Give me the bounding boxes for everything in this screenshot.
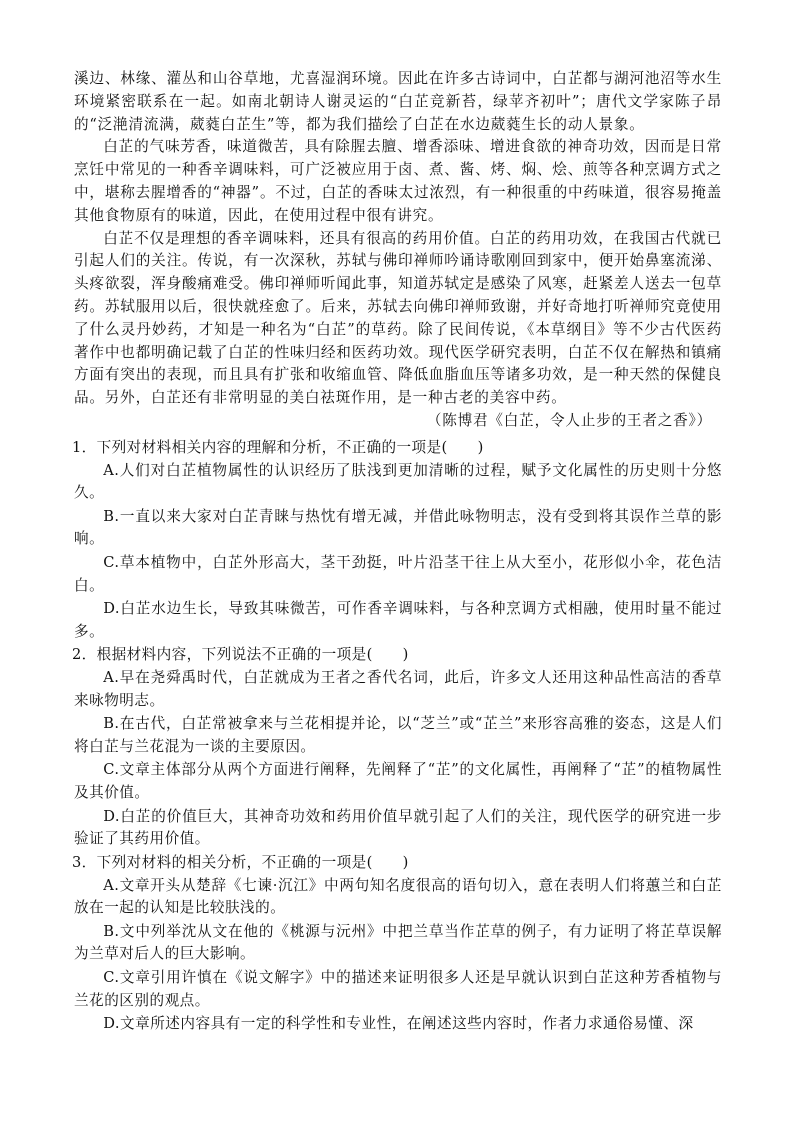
option-c: C.文章主体部分从两个方面进行阐释，先阐释了“芷”的文化属性，再阐释了“芷”的植物属性及其价值。 xyxy=(74,761,722,802)
option-b: B.一直以来大家对白芷青睐与热忱有增无减，并借此咏物明志，没有受到将其误作兰草的影响。 xyxy=(74,507,722,548)
option-b: B.文中列举沈从文在他的《桃源与沅州》中把兰草当作芷草的例子，有力证明了将芷草误解为兰草对后人的巨大影响。 xyxy=(74,922,722,963)
option-c: C.文章引用许慎在《说文解字》中的描述来证明很多人还是早就认识到白芷这种芳香植物与兰花的区别的观点。 xyxy=(74,969,722,1009)
option-b: B.在古代，白芷常被拿来与兰花相提并论，以“芝兰”或“芷兰”来形容高雅的姿态，这是人们将白芷与兰花混为一谈的主要原因。 xyxy=(74,715,722,755)
question-stem: 3．下列对材料的相关分析，不正确的一项是( ) xyxy=(72,853,409,871)
option-c: C.草本植物中，白芷外形高大，茎干劲挺，叶片沿茎干往上从大至小，花形似小伞，花色洁白。 xyxy=(74,553,722,594)
option-a: A.人们对白芷植物属性的认识经历了肤浅到更加清晰的过程，赋予文化属性的历史则十分悠久。 xyxy=(74,461,722,502)
passage-source: （陈博君《白芷，令人止步的王者之香》） xyxy=(426,411,712,429)
question-2 xyxy=(74,644,722,851)
question-stem: 1．下列对材料相关内容的理解和分析，不正确的一项是( ) xyxy=(72,438,484,456)
question-1 xyxy=(74,437,722,644)
passage-paragraph: 溪边、林缘、灌丛和山谷草地，尤喜湿润环境。因此在许多古诗词中，白芷都与湖河池沼等水生环境紧密联系在一起。如南北朝诗人谢灵运的“白芷竞新苔，绿苹齐初叶”；唐代文学家陈子昂的“泛滟清流满，葳蕤白芷生”等，都为我们描绘了白芷在水边葳蕤生长的动人景象。 xyxy=(74,70,722,133)
question-3 xyxy=(74,852,722,1036)
option-d: D.白芷水边生长，导致其味微苦，可作香辛调味料，与各种烹调方式相融，使用时量不能过多。 xyxy=(74,600,722,640)
passage-paragraph: 白芷不仅是理想的香辛调味料，还具有很高的药用价值。白芷的药用功效，在我国古代就已引起人们的关注。传说，有一次深秋，苏轼与佛印禅师吟诵诗歌刚回到家中，便开始鼻塞流涕、头疼欲裂，浑身酸痛难受。佛印禅师听闻此事，知道苏轼定是感染了风寒，赶紧差人送去一包草药。苏轼服用以后，很快就痊愈了。后来，苏轼去向佛印禅师致谢，并好奇地打听禅师究竟使用了什么灵丹妙药，才知是一种名为“白芷”的草药。除了民间传说，《本草纲目》等不少古代医药著作中也都明确记载了白芷的性味归经和医药功效。现代医学研究表明，白芷不仅在解热和镇痛方面有突出的表现，而且具有扩张和收缩血管、降低血脂血压等诸多功效，是一种天然的保健良品。另外，白芷还有非常明显的美白祛斑作用，是一种古老的美容中药。 xyxy=(74,229,722,407)
option-a: A.文章开头从楚辞《七谏·沉江》中两句知名度很高的语句切入，意在表明人们将蕙兰和白芷放在一起的认知是比较肤浅的。 xyxy=(74,876,722,917)
question-stem: 2．根据材料内容，下列说法不正确的一项是( ) xyxy=(72,646,409,664)
passage-paragraph: 白芷的气味芳香，味道微苦，具有除腥去膻、增香添味、增进食欲的神奇功效，因而是日常烹饪中常见的一种香辛调味料，可广泛被应用于卤、煮、酱、烤、焖、烩、煎等各种烹调方式之中，堪称去腥增香的“神器”。不过，白芷的香味太过浓烈，有一种很重的中药味道，很容易掩盖其他食物原有的味道，因此，在使用过程中很有讲究。 xyxy=(74,138,722,224)
question-list xyxy=(74,437,722,1036)
option-d: D.文章所述内容具有一定的科学性和专业性，在阐述这些内容时，作者力求通俗易懂、深 xyxy=(103,1015,694,1033)
reading-passage xyxy=(74,68,722,433)
option-d: D.白芷的价值巨大，其神奇功效和药用价值早就引起了人们的关注，现代医学的研究进一步验证了其药用价值。 xyxy=(74,807,722,848)
option-a: A.早在尧舜禹时代，白芷就成为王者之香代名词，此后，许多文人还用这种品性高洁的香草来咏物明志。 xyxy=(74,669,722,709)
